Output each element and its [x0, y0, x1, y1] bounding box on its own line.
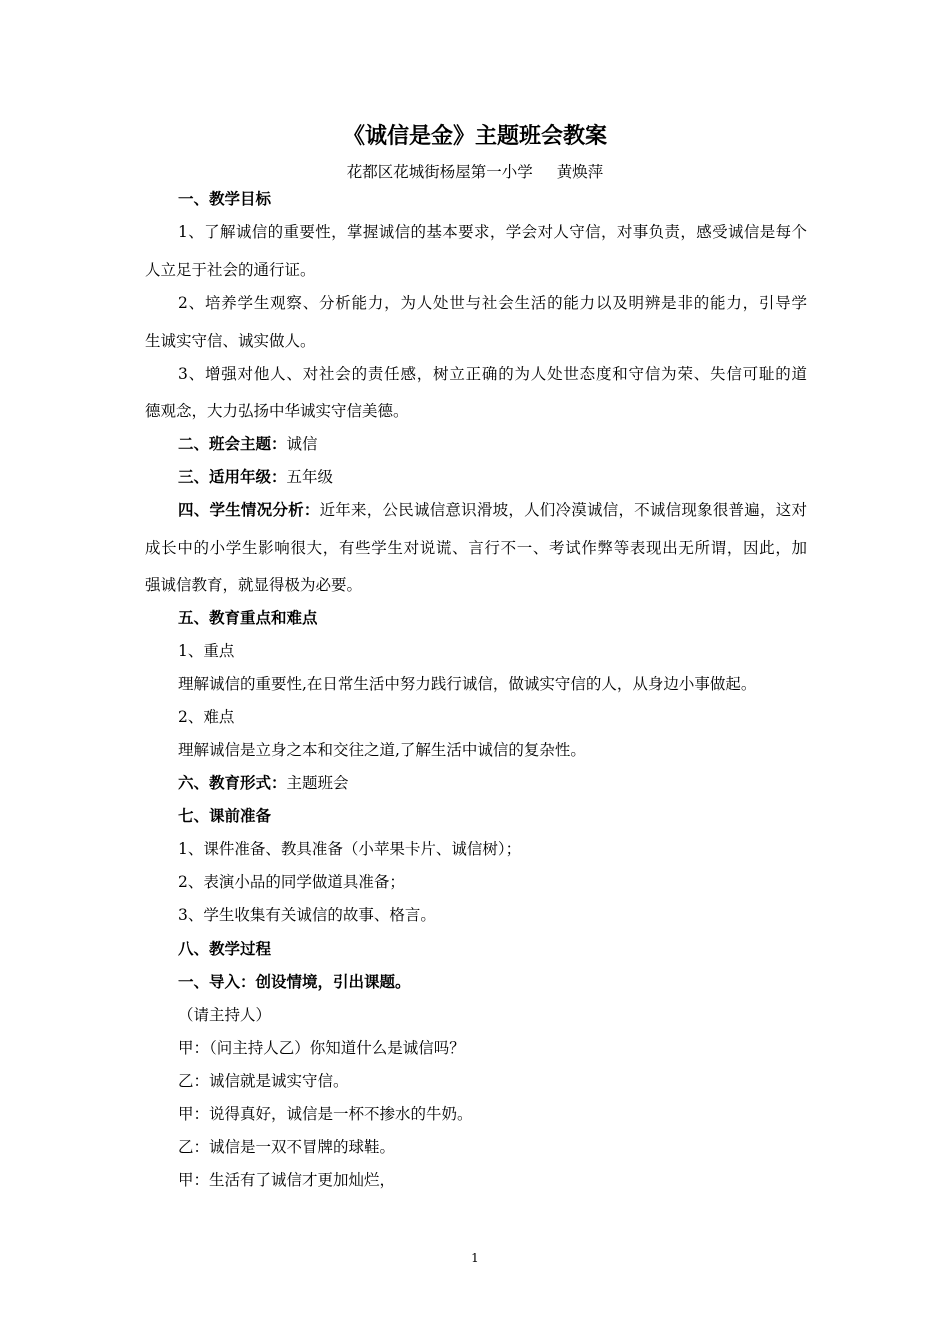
dialogue-line: 甲：生活有了诚信才更加灿烂，	[178, 1171, 396, 1189]
page-number: 1	[471, 1251, 479, 1265]
analysis-line-1	[178, 500, 807, 520]
goal-2-line-2: 生诚实守信、诚实做人。	[145, 332, 316, 350]
process-step-1: 一、导入：创设情境，引出课题。	[178, 973, 411, 991]
focus-difficulty-text: 理解诚信是立身之本和交往之道,了解生活中诚信的复杂性。	[178, 741, 586, 759]
section-heading-goals: 一、教学目标	[178, 190, 272, 208]
dialogue-line: （请主持人）	[178, 1006, 272, 1024]
document-title: 《诚信是金》主题班会教案	[342, 124, 607, 149]
analysis-value: 近年来，公民诚信意识滑坡，人们冷漠诚信，不诚信现象很普遍，这对	[319, 501, 807, 519]
dialogue-line: 甲：说得真好，诚信是一杯不掺水的牛奶。	[178, 1105, 473, 1123]
grade-value: 五年级	[286, 468, 334, 486]
dialogue-line: 甲：（问主持人乙）你知道什么是诚信吗？	[178, 1039, 465, 1057]
prep-item-2: 2、表演小品的同学做道具准备；	[178, 873, 405, 891]
focus-key-text: 理解诚信的重要性,在日常生活中努力践行诚信，做诚实守信的人，从身边小事做起。	[178, 675, 757, 693]
focus-difficulty-label: 2、难点	[178, 708, 235, 726]
section-heading-preparation: 七、课前准备	[178, 807, 272, 825]
prep-item-3: 3、学生收集有关诚信的故事、格言。	[178, 906, 436, 924]
section-heading-process: 八、教学过程	[178, 940, 272, 958]
author-name: 黄焕萍	[556, 163, 604, 181]
goal-2-line-1: 2、培养学生观察、分析能力，为人处世与社会生活的能力以及明辨是非的能力，引导学	[178, 294, 807, 312]
format-label: 六、教育形式：	[178, 774, 287, 792]
analysis-line-3: 强诚信教育，就显得极为必要。	[145, 576, 363, 594]
analysis-label: 四、学生情况分析：	[178, 501, 320, 519]
goal-3-line-1: 3、增强对他人、对社会的责任感，树立正确的为人处世态度和守信为荣、失信可耻的道	[178, 365, 807, 383]
goal-1-line-2: 人立足于社会的通行证。	[145, 261, 316, 279]
theme-value: 诚信	[286, 435, 318, 453]
section-format	[178, 773, 349, 793]
section-grade	[178, 467, 333, 487]
prep-item-1: 1、课件准备、教具准备（小苹果卡片、诚信树）；	[178, 840, 522, 858]
grade-label: 三、适用年级：	[178, 468, 287, 486]
author-school: 花都区花城街杨屋第一小学	[346, 163, 533, 181]
analysis-line-2: 成长中的小学生影响很大，有些学生对说谎、言行不一、考试作弊等表现出无所谓，因此，加	[145, 539, 807, 557]
goal-1-line-1: 1、了解诚信的重要性，掌握诚信的基本要求，学会对人守信，对事负责，感受诚信是每个	[178, 223, 807, 241]
dialogue-line: 乙：诚信就是诚实守信。	[178, 1072, 349, 1090]
format-value: 主题班会	[286, 774, 349, 792]
goal-3-line-2: 德观念，大力弘扬中华诚实守信美德。	[145, 402, 409, 420]
focus-key-label: 1、重点	[178, 642, 235, 660]
dialogue-line: 乙：诚信是一双不冒牌的球鞋。	[178, 1138, 396, 1156]
author-byline	[0, 162, 950, 182]
section-heading-focus: 五、教育重点和难点	[178, 609, 318, 627]
section-theme	[178, 434, 318, 454]
theme-label: 二、班会主题：	[178, 435, 287, 453]
